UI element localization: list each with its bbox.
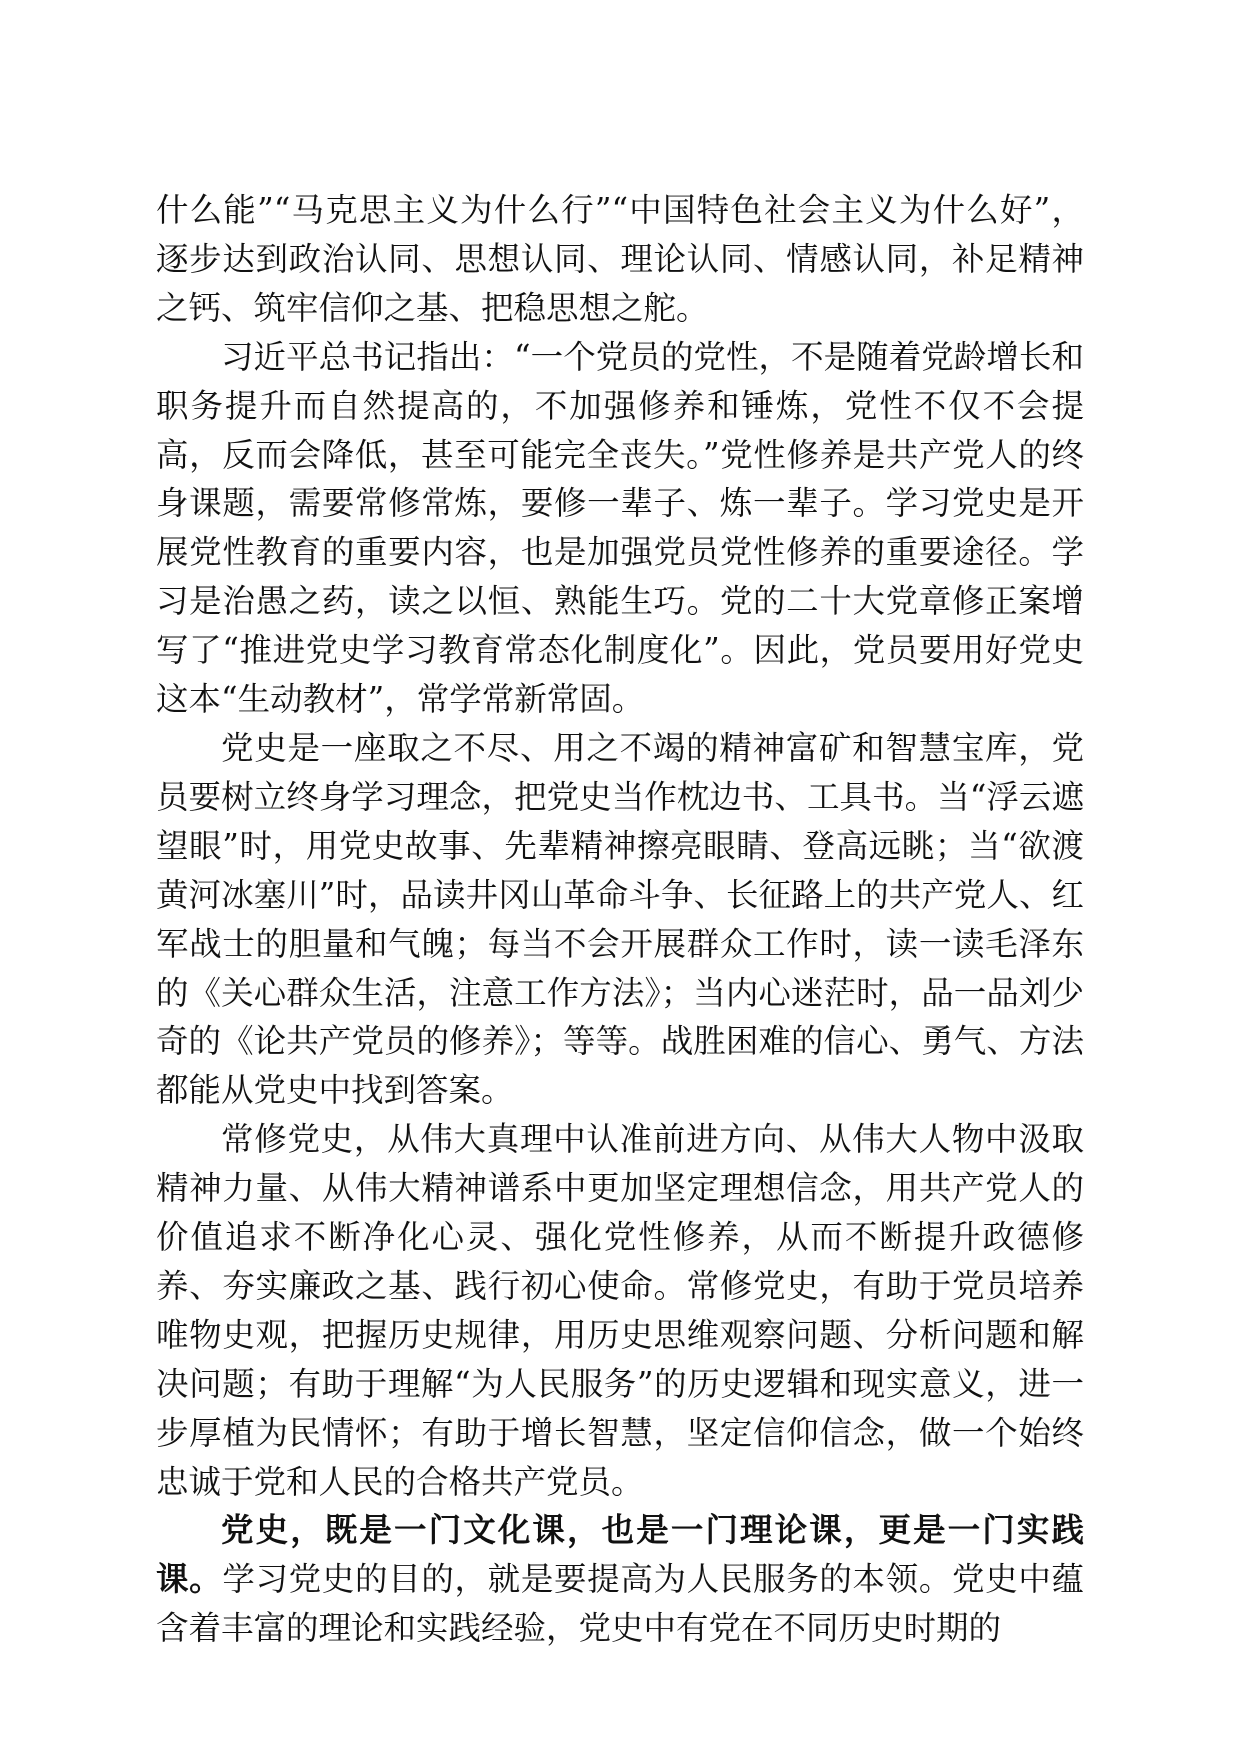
bold-lead-sentence: 党史，既是一门文化课，也是一门理论课，更是一门实践课。 xyxy=(156,1510,1084,1599)
paragraph-party-history-treasure xyxy=(156,724,1084,1115)
paragraph-text: 党史是一座取之不尽、用之不竭的精神富矿和智慧宝库，党员要树立终身学习理念，把党史当作枕边书、工具书。当“浮云遮望眼”时，用党史故事、先辈精神擦亮眼睛、登高远眺；当“欲渡黄河冰塞川”时，品读井冈山革命斗争、长征路上的共产党人、红军战士的胆量和气魄；每当不会开展群众工作时，读一读毛泽东的《关心群众生活，注意工作方法》；当内心迷茫时，品一品刘少奇的《论共产党员的修养》；等等。战胜困难的信心、勇气、方法都能从党史中找到答案。 xyxy=(156,728,1084,1110)
paragraph-text: 什么能”“马克思主义为什么行”“中国特色社会主义为什么好”，逐步达到政治认同、思想认同、理论认同、情感认同，补足精神之钙、筑牢信仰之基、把稳思想之舵。 xyxy=(156,191,1084,327)
paragraph-party-spirit-cultivation xyxy=(156,333,1084,724)
paragraph-continued xyxy=(156,186,1084,333)
paragraph-study-party-history xyxy=(156,1115,1084,1506)
paragraph-practice-course xyxy=(156,1506,1084,1653)
paragraph-text: 学习党史的目的，就是要提高为人民服务的本领。党史中蕴含着丰富的理论和实践经验，党史中有党在不同历史时期的 xyxy=(156,1560,1084,1648)
paragraph-text: 习近平总书记指出：“一个党员的党性，不是随着党龄增长和职务提升而自然提高的，不加强修养和锤炼，党性不仅不会提高，反而会降低，甚至可能完全丧失。”党性修养是共产党人的终身课题，需要常修常炼，要修一辈子、炼一辈子。学习党史是开展党性教育的重要内容，也是加强党员党性修养的重要途径。学习是治愚之药，读之以恒、熟能生巧。党的二十大党章修正案增写了“推进党史学习教育常态化制度化”。因此，党员要用好党史这本“生动教材”，常学常新常固。 xyxy=(156,337,1084,719)
paragraph-text: 常修党史，从伟大真理中认准前进方向、从伟大人物中汲取精神力量、从伟大精神谱系中更加坚定理想信念，用共产党人的价值追求不断净化心灵、强化党性修养，从而不断提升政德修养、夯实廉政之基、践行初心使命。常修党史，有助于党员培养唯物史观，把握历史规律，用历史思维观察问题、分析问题和解决问题；有助于理解“为人民服务”的历史逻辑和现实意义，进一步厚植为民情怀；有助于增长智慧，坚定信仰信念，做一个始终忠诚于党和人民的合格共产党员。 xyxy=(156,1120,1084,1501)
body-text xyxy=(156,186,1084,1653)
